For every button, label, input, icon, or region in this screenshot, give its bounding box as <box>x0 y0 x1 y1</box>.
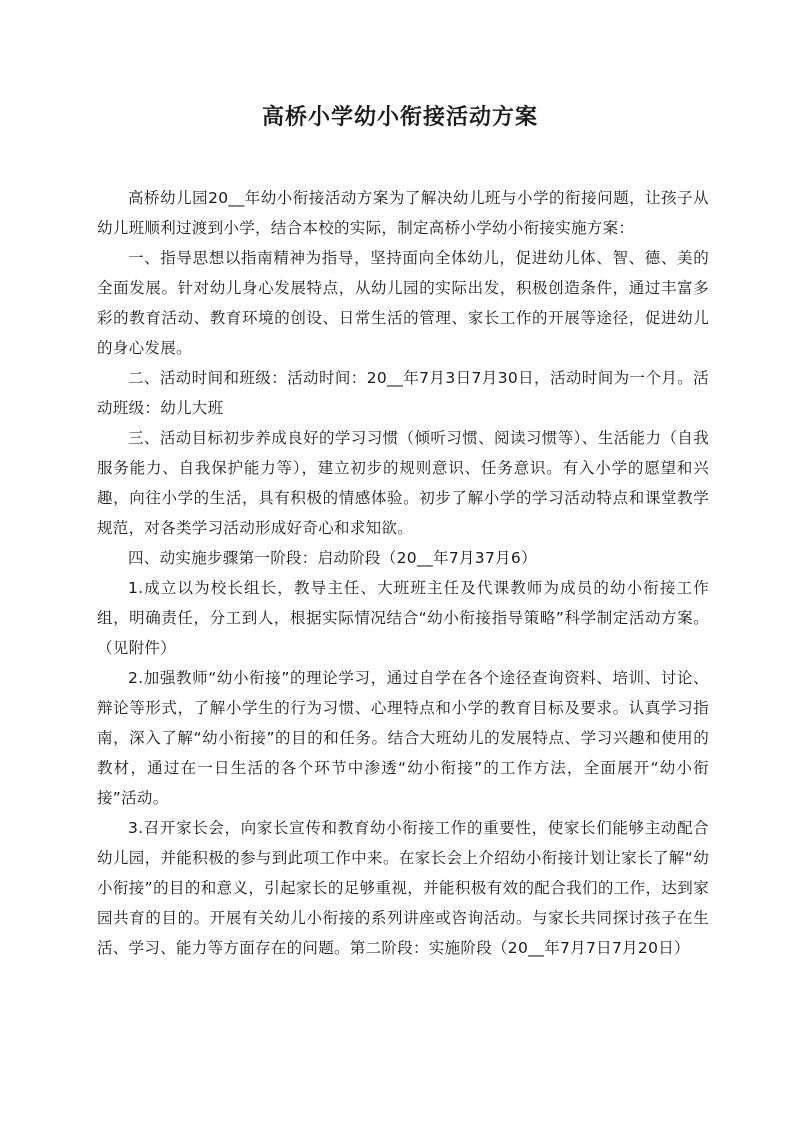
paragraph-goals: 三、活动目标初步养成良好的学习习惯（倾听习惯、阅读习惯等）、生活能力（自我服务能力、自我保护能力等），建立初步的规则意识、任务意识。有入小学的愿望和兴趣，向往小学的生活，具有积极的情感体验。初步了解小学的学习活动特点和课堂教学规范，对各类学习活动形成好奇心和求知欲。 <box>97 429 709 537</box>
document-body <box>97 183 709 963</box>
paragraph-step-2: 2.加强教师“幼小衔接”的理论学习，通过自学在各个途径查询资料、培训、讨论、辩论等形式，了解小学生的行为习惯、心理特点和小学的教育目标及要求。认真学习指南，深入了解“幼小衔接”的目的和任务。结合大班幼儿的发展特点、学习兴趣和使用的教材，通过在一日生活的各个环节中渗透“幼小衔接”的工作方法，全面展开“幼小衔接”活动。 <box>97 669 709 807</box>
paragraph-intro: 高桥幼儿园20__年幼小衔接活动方案为了解决幼儿班与小学的衔接问题，让孩子从幼儿班顺利过渡到小学，结合本校的实际，制定高桥小学幼小衔接实施方案： <box>97 189 709 237</box>
document-title: 高桥小学幼小衔接活动方案 <box>261 105 538 130</box>
paragraph-step-3: 3.召开家长会，向家长宣传和教育幼小衔接工作的重要性，使家长们能够主动配合幼儿园，并能积极的参与到此项工作中来。在家长会上介绍幼小衔接计划让家长了解“幼小衔接”的目的和意义，引起家长的足够重视，并能积极有效的配合我们的工作，达到家园共育的目的。开展有关幼儿小衔接的系列讲座或咨询活动。与家长共同探讨孩子在生活、学习、能力等方面存在的问题。第二阶段：实施阶段（20__年7月7日7月20日） <box>97 819 709 957</box>
paragraph-step-1: 1.成立以为校长组长，教导主任、大班班主任及代课教师为成员的幼小衔接工作组，明确责任，分工到人，根据实际情况结合“幼小衔接指导策略”科学制定活动方案。（见附件） <box>97 579 709 657</box>
paragraph-guiding-ideology: 一、指导思想以指南精神为指导，坚持面向全体幼儿，促进幼儿体、智、德、美的全面发展。针对幼儿身心发展特点，从幼儿园的实际出发，积极创造条件，通过丰富多彩的教育活动、教育环境的创设、日常生活的管理、家长工作的开展等途径，促进幼儿的身心发展。 <box>97 249 709 357</box>
paragraph-steps-heading: 四、动实施步骤第一阶段：启动阶段（20__年7月37月6） <box>128 549 537 567</box>
paragraph-time-and-class: 二、活动时间和班级：活动时间：20__年7月3日7月30日，活动时间为一个月。活动班级：幼儿大班 <box>97 369 709 417</box>
